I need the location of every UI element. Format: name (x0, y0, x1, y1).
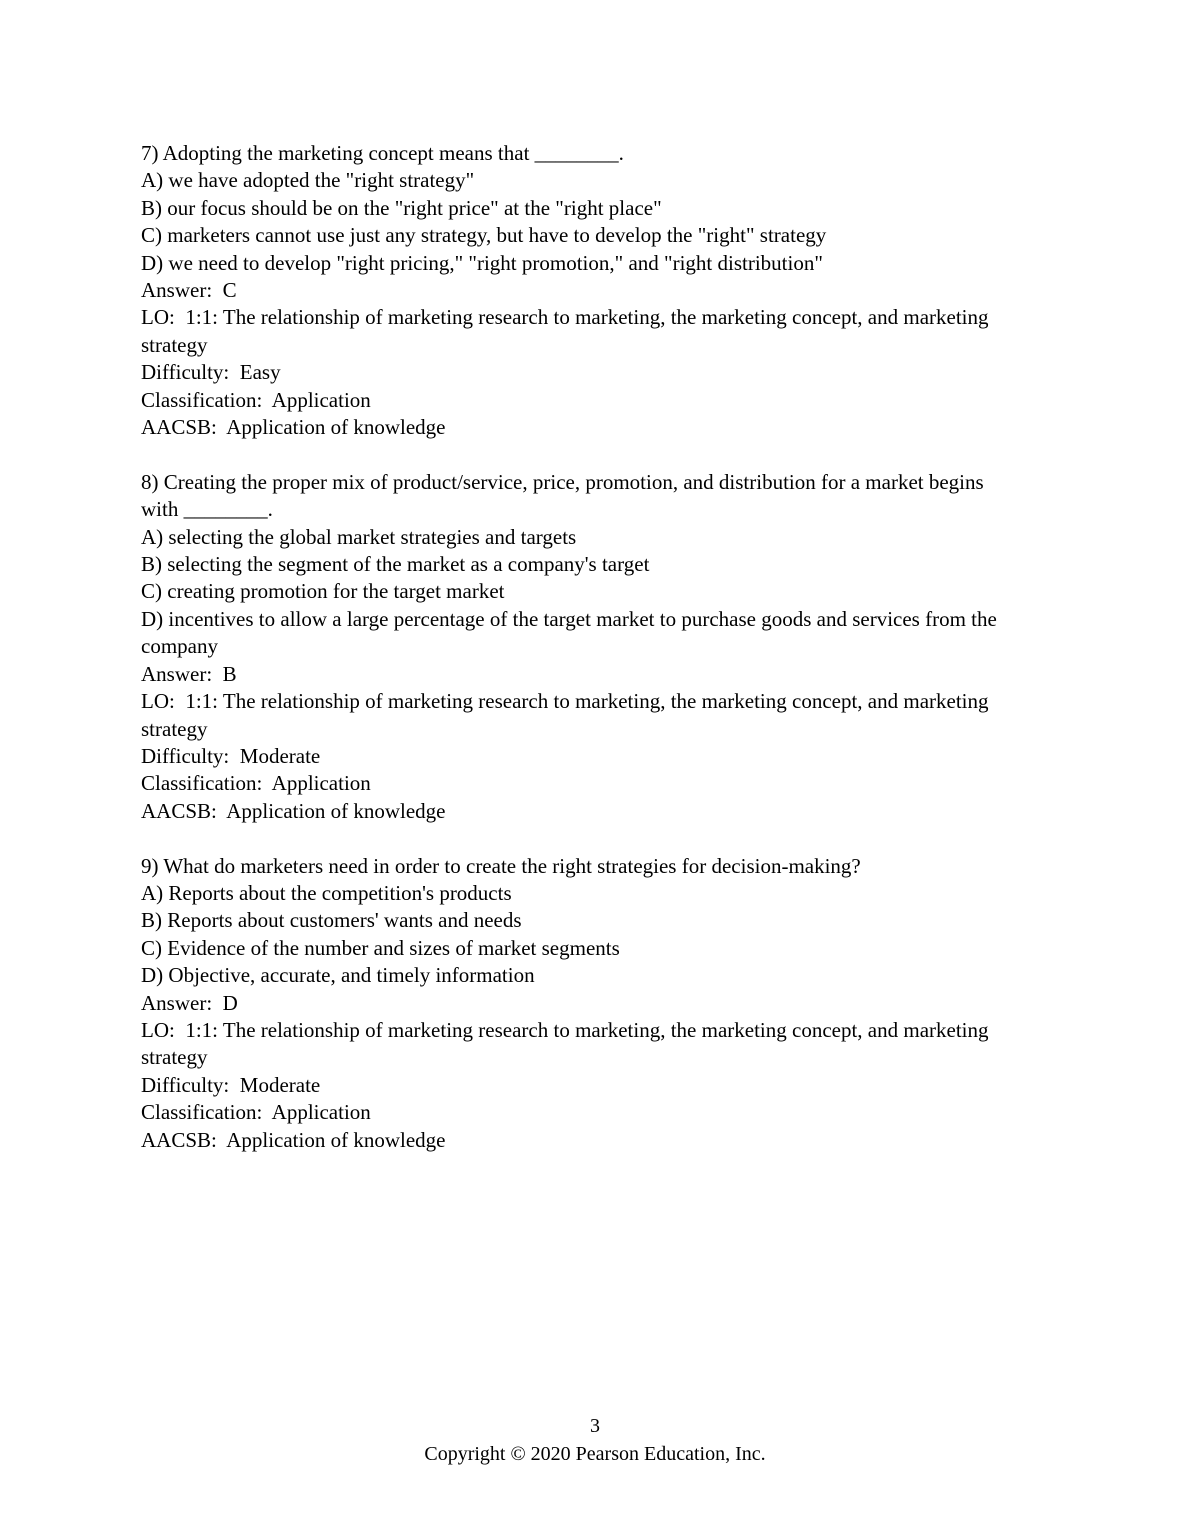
option-c: C) marketers cannot use just any strategy, but have to develop the "right" strategy (141, 223, 827, 248)
classification-line: Classification: Application (141, 1100, 371, 1125)
question-block-8 (141, 469, 1023, 825)
option-b: B) our focus should be on the "right price" at the "right place" (141, 195, 662, 220)
answer-line: Answer: D (141, 990, 238, 1015)
copyright-notice: Copyright © 2020 Pearson Education, Inc. (424, 1443, 766, 1465)
option-c: C) Evidence of the number and sizes of market segments (141, 935, 620, 960)
question-text: 7) Adopting the marketing concept means that ________. (141, 141, 624, 165)
aacsb-line: AACSB: Application of knowledge (141, 1127, 446, 1152)
page-footer (0, 1412, 1190, 1468)
page-content (141, 140, 1023, 1181)
difficulty-line: Difficulty: Moderate (141, 1072, 321, 1097)
difficulty-line: Difficulty: Moderate (141, 743, 321, 768)
option-c: C) creating promotion for the target market (141, 579, 505, 604)
question-block-7 (141, 140, 1023, 441)
lo-line: LO: 1:1: The relationship of marketing research to marketing, the marketing concept, and marketing strategy (141, 689, 994, 741)
answer-line: Answer: C (141, 278, 237, 303)
option-b: B) selecting the segment of the market as a company's target (141, 552, 650, 577)
option-d: D) Objective, accurate, and timely information (141, 963, 535, 988)
difficulty-line: Difficulty: Easy (141, 360, 281, 385)
option-a: A) selecting the global market strategies and targets (141, 524, 577, 549)
aacsb-line: AACSB: Application of knowledge (141, 798, 446, 823)
option-a: A) Reports about the competition's products (141, 880, 512, 905)
answer-line: Answer: B (141, 661, 237, 686)
aacsb-line: AACSB: Application of knowledge (141, 415, 446, 440)
classification-line: Classification: Application (141, 771, 371, 796)
lo-line: LO: 1:1: The relationship of marketing research to marketing, the marketing concept, and marketing strategy (141, 1017, 994, 1070)
option-d: D) incentives to allow a large percentage of the target market to purchase goods and services from the company (141, 606, 1003, 659)
lo-line: LO: 1:1: The relationship of marketing research to marketing, the marketing concept, and marketing strategy (141, 305, 994, 357)
option-d: D) we need to develop "right pricing," "right promotion," and "right distribution" (141, 250, 823, 275)
option-a: A) we have adopted the "right strategy" (141, 168, 475, 193)
question-text: 9) What do marketers need in order to create the right strategies for decision-making? (141, 853, 861, 878)
option-b: B) Reports about customers' wants and needs (141, 908, 522, 933)
question-text: 8) Creating the proper mix of product/service, price, promotion, and distribution for a market begins with ________. (141, 469, 989, 522)
question-block-9 (141, 853, 1023, 1154)
page-number: 3 (590, 1415, 600, 1437)
classification-line: Classification: Application (141, 387, 371, 412)
